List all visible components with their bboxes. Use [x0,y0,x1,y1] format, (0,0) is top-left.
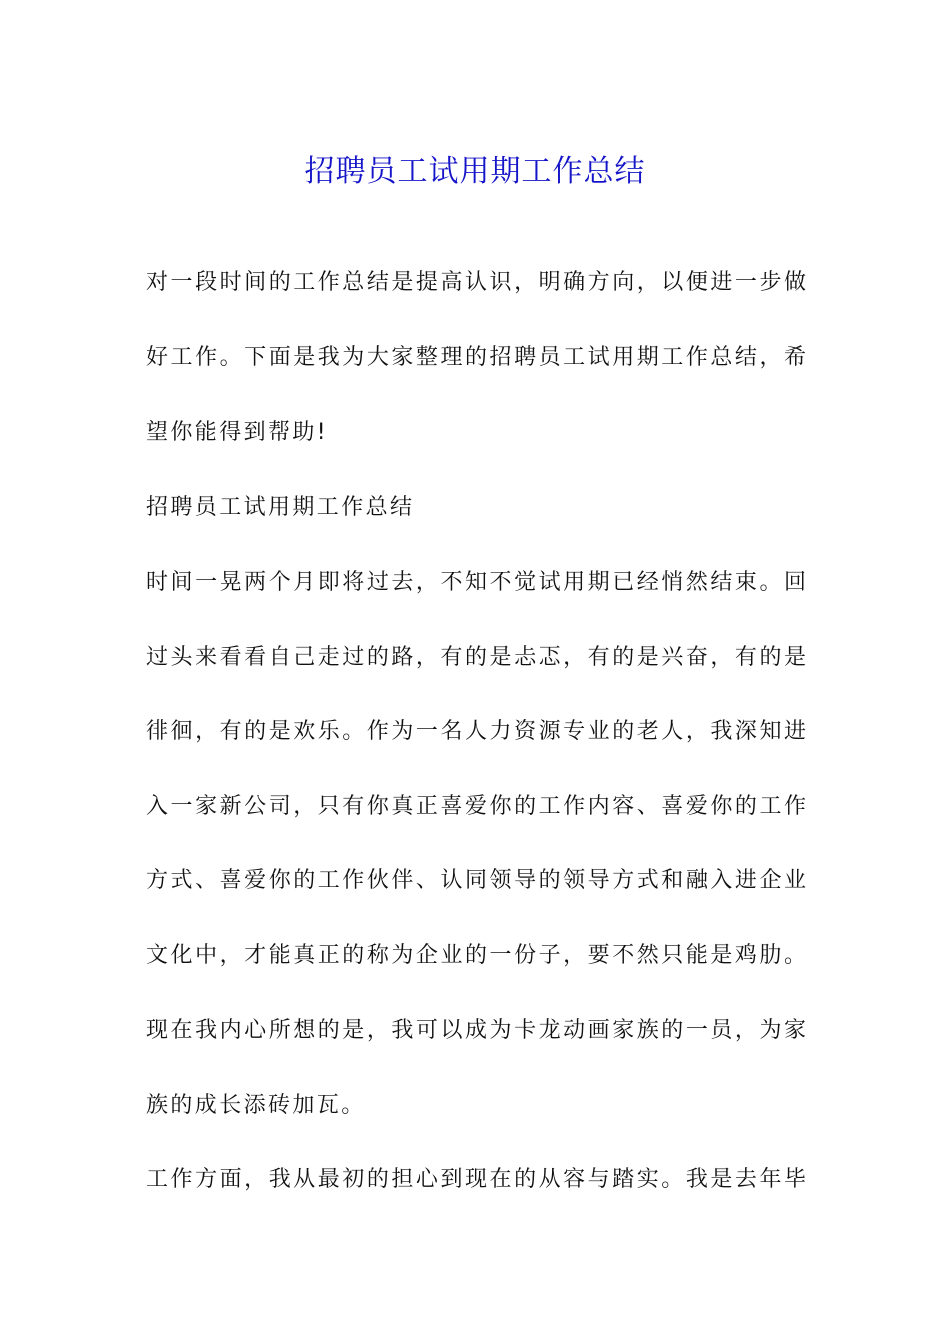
paragraph-line: 好工作。下面是我为大家整理的招聘员工试用期工作总结，希 [146,345,806,370]
paragraph-line: 方式、喜爱你的工作伙伴、认同领导的领导方式和融入进企业 [146,868,806,893]
paragraph-line: 工作方面，我从最初的担心到现在的从容与踏实。我是去年毕 [146,1167,806,1192]
paragraph-line: 时间一晃两个月即将过去，不知不觉试用期已经悄然结束。回 [146,570,806,595]
paragraph-line: 望你能得到帮助! [146,420,329,445]
section-heading: 招聘员工试用期工作总结 [146,495,415,520]
paragraph-line: 徘徊，有的是欢乐。作为一名人力资源专业的老人，我深知进 [146,719,806,744]
paragraph-line: 过头来看看自己走过的路，有的是忐忑，有的是兴奋，有的是 [146,645,806,670]
paragraph-line: 族的成长添砖加瓦。 [146,1093,366,1118]
paragraph-line: 现在我内心所想的是，我可以成为卡龙动画家族的一员，为家 [146,1018,806,1043]
paragraph-line: 对一段时间的工作总结是提高认识，明确方向，以便进一步做 [146,270,806,295]
document-title: 招聘员工试用期工作总结 [304,154,646,190]
paragraph-line: 入一家新公司，只有你真正喜爱你的工作内容、喜爱你的工作 [146,794,806,819]
paragraph-line: 文化中，才能真正的称为企业的一份子，要不然只能是鸡肋。 [146,943,806,968]
